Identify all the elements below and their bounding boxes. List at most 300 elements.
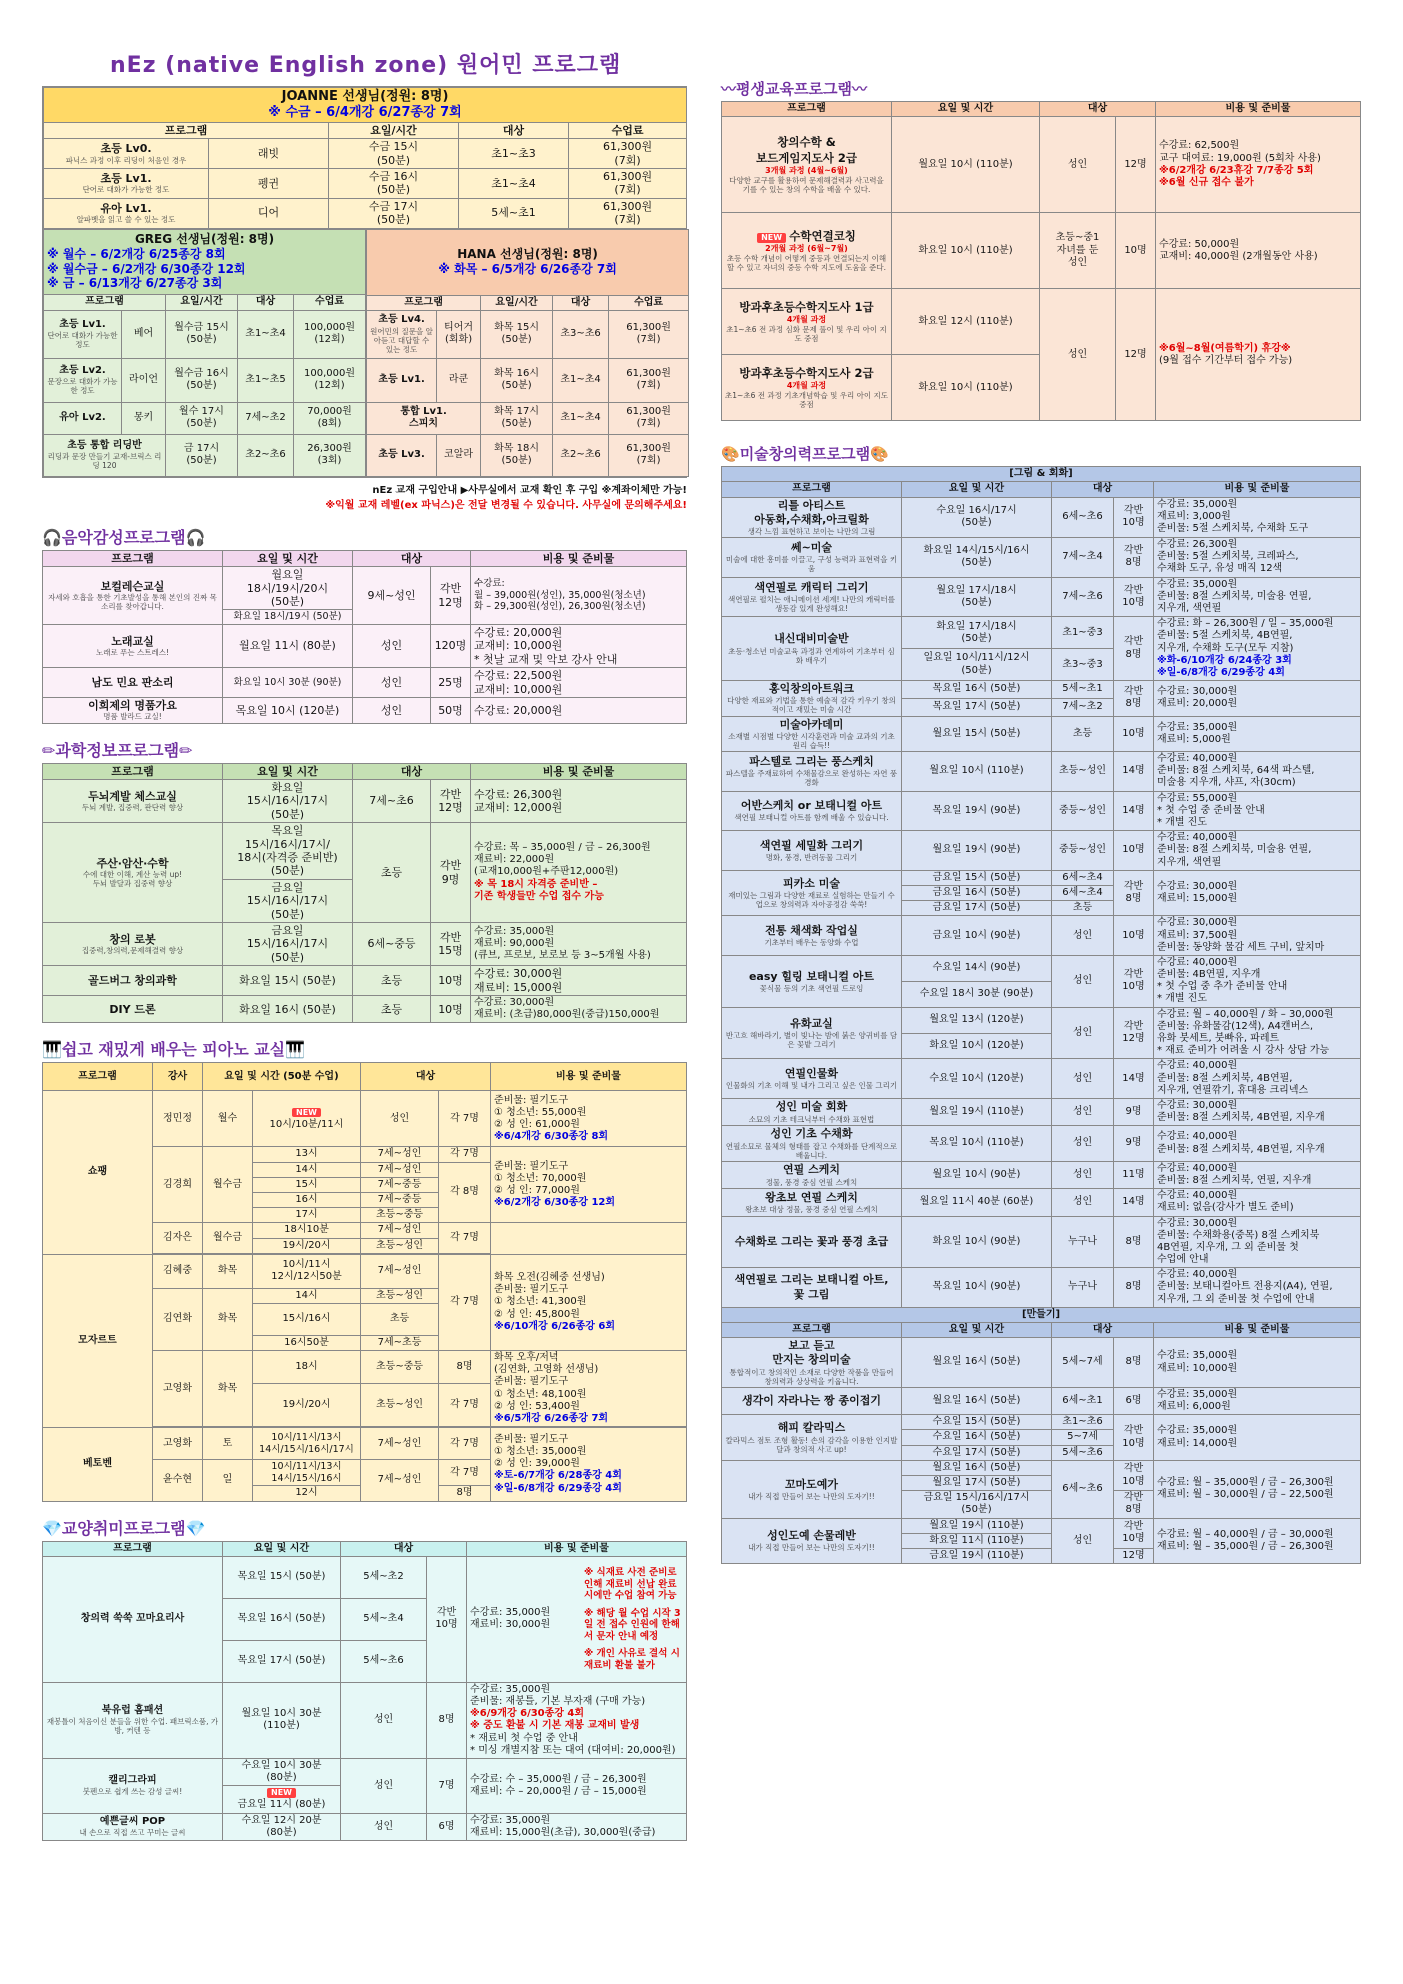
lifelong-table (721, 101, 1361, 421)
table-row (43, 779, 687, 822)
col-header: 수업료 (569, 122, 687, 138)
capacity-cell: 10명 (1116, 213, 1156, 289)
time-cell: 16시50분 (253, 1335, 361, 1350)
col-header: 대상 (238, 294, 294, 310)
capacity-cell: 8명 (427, 1682, 467, 1758)
time-cell: 월수 17시 (50분) (166, 402, 238, 434)
teacher-name: 김경희 (153, 1147, 203, 1223)
target-cell: 7세~성인 (361, 1162, 439, 1177)
target-cell: 초2~초6 (238, 434, 294, 476)
target-cell: 5세~초6 (1052, 1445, 1114, 1460)
table-row (722, 289, 1361, 355)
target-cell: 6세~초1 (1052, 1387, 1114, 1414)
time-cell: 금요일 10시 (90분) (902, 916, 1052, 956)
capacity-cell: 각반 12명 (431, 779, 471, 822)
table-row (44, 434, 366, 476)
col-header: 요일 및 시간 (902, 482, 1052, 497)
table-row (43, 697, 687, 723)
table-row (43, 823, 687, 880)
capacity-cell: 각 7명 (439, 1147, 491, 1162)
program-name: 예쁜글씨 POP (99, 1816, 166, 1828)
cost-cell: 수강료: 35,000원 재료비: 10,000원 (1157, 1350, 1238, 1374)
new-badge: NEW (292, 1108, 321, 1118)
capacity-cell: 120명 (431, 624, 471, 667)
time-cell: 화요일 10시 30분 (90분) (223, 668, 353, 698)
program-desc: 내 손으로 직접 쓰고 꾸미는 글씨 (79, 1828, 186, 1838)
time-cell: 수요일 14시 (90분) (902, 955, 1052, 981)
time-cell: 수금 17시 (50분) (329, 198, 459, 228)
capacity-cell: 8명 (1114, 1216, 1154, 1268)
table-row (367, 310, 689, 358)
col-header: 대상 (1040, 102, 1156, 117)
col-header: 비용 및 준비물 (467, 1541, 687, 1556)
table-row (722, 681, 1361, 699)
table-row (43, 624, 687, 667)
time-cell: 화요일 15시 (50분) (223, 966, 353, 996)
capacity-cell: 12명 (1116, 117, 1156, 213)
class-name: 펭귄 (209, 168, 329, 198)
program-desc: 내가 직접 만들어 보는 나만의 도자기!! (748, 1491, 875, 1501)
target-cell: 성인 (1052, 1189, 1114, 1216)
program-desc: 다양한 재료와 기법을 통한 예술적 감각 키우기 창의적이고 재밌는 미술 시간 (727, 696, 896, 715)
program-name: 피카소 미술 (783, 876, 840, 890)
col-header: 대상 (353, 763, 471, 779)
capacity-cell: 12명 (1114, 1548, 1154, 1563)
target-cell: 9세~성인 (353, 567, 431, 625)
new-badge: NEW (757, 233, 786, 243)
table-row (722, 213, 1361, 289)
target-cell: 성인 (353, 668, 431, 698)
cost-cell: 수강료: 40,000원 준비물: 8절 스케치북, 4B연필, 지우개 (1157, 1131, 1325, 1155)
cost-cell: 수강료: 월 – 35,000원 / 금 – 26,300원 재료비: 월 – 30,000원 / 금 – 22,500원 (1157, 1477, 1334, 1501)
target-cell: 초등~중등 (361, 1351, 439, 1384)
program-desc: 내가 직접 만들어 보는 나만의 도자기!! (748, 1543, 875, 1553)
time-cell: 월요일 10시 (110분) (902, 752, 1052, 792)
program-name: easy 힐링 보태니컬 아트 (748, 969, 875, 983)
table-row (722, 538, 1361, 578)
section-title: 평생교육프로그램 (736, 80, 852, 98)
program-name: 초등 Lv1. (378, 374, 425, 386)
col-header: 비용 및 준비물 (471, 550, 687, 566)
teacher-name: 김연화 (153, 1288, 203, 1350)
day-cell: 월수금 (203, 1147, 253, 1223)
time-cell: 수요일 12시 20분 (80분) (223, 1813, 341, 1840)
target-cell: 7세~중등 (361, 1177, 439, 1192)
cost-cell: 수강료: 30,000원 준비물: 8절 스케치북, 4B연필, 지우개 (1157, 1099, 1325, 1124)
time-cell: 수요일 16시/17시 (50분) (902, 497, 1052, 538)
fee-cell: 61,300원 (7회) (609, 358, 689, 402)
cost-cell: 수강료: 30,000원 재료비: 37,500원 준비물: 동양화 물감 세트 구비, 앞치마 (1157, 917, 1325, 953)
program-desc: 기초부터 배우는 동양화 수업 (764, 938, 859, 948)
capacity-cell: 10명 (431, 996, 471, 1023)
program-period: 4개월 과정 (786, 315, 827, 325)
capacity-cell: 14명 (1114, 752, 1154, 792)
time-cell: 화요일 10시 (90분) (902, 1216, 1052, 1268)
col-header: 비용 및 준비물 (1156, 102, 1361, 117)
table-row (722, 716, 1361, 751)
piano-section (42, 1037, 687, 1501)
note-text: * 재료비 첫 수업 중 안내 * 미싱 개별지참 또는 대여 (대여비: 20,000원) (470, 1732, 676, 1756)
target-cell: 7세~성인 (361, 1428, 439, 1460)
time-cell: 월요일 19시 (110분) (902, 1518, 1052, 1533)
program-desc: 집중력,창의력,문제해결력 향상 (81, 946, 184, 956)
target-cell: 성인 (1052, 1098, 1114, 1125)
capacity-cell: 14명 (1114, 1189, 1154, 1216)
target-cell: 6세~초4 (1052, 885, 1114, 900)
program-desc: 알파벳을 읽고 쓸 수 있는 정도 (76, 215, 176, 225)
time-cell: 목요일 19시 (90분) (902, 791, 1052, 831)
program-name: 홍익창의아트워크 (768, 682, 854, 696)
time-cell: 13시 (253, 1147, 361, 1162)
program-desc: 정물, 풍경 중심 연필 스케치 (765, 1177, 858, 1187)
table-row (367, 402, 689, 434)
target-cell: 5~7세 (1052, 1430, 1114, 1445)
culture-section (42, 1516, 687, 1841)
program-name: 창의 로봇 (109, 932, 156, 946)
program-name: 쎄~미술 (790, 541, 833, 555)
target-cell: 초등 (1052, 901, 1114, 916)
program-desc: 원어민의 질문을 알아듣고 대답할 수 있는 정도 (370, 326, 433, 354)
hana-note: ※ 화목 – 6/5개강 6/26종강 7회 (438, 262, 617, 277)
teacher-name: 정민정 (153, 1091, 203, 1147)
cost-cell: 수강료: 40,000원 준비물: 4B연필, 지우개 * 첫 수업 중 추가 준비물 안내 * 개별 진도 (1157, 956, 1288, 1005)
target-cell: 6세~초6 (1052, 1460, 1114, 1518)
target-cell: 초1~중3 (1052, 617, 1114, 649)
section-title: 쉽고 재밌게 배우는 피아노 교실 (61, 1040, 286, 1060)
col-header: 대상 (459, 122, 569, 138)
time-cell: 월요일 10시 30분 (110분) (223, 1682, 341, 1758)
fee-cell: 70,000원 (8회) (294, 402, 366, 434)
col-header: 비용 및 준비물 (471, 763, 687, 779)
time-cell: 화요일 17시/18시 (50분) (902, 617, 1052, 649)
time-cell: 목요일 15시/16시/17시/ 18시(자격증 준비반) (50분) (223, 823, 353, 880)
time-cell: 수금 16시 (50분) (329, 168, 459, 198)
class-name: 코알라 (437, 434, 481, 476)
fee-cell: 100,000원 (12회) (294, 310, 366, 358)
cost-cell: 수강료: 35,000원 준비물: 재봉틀, 기본 부자재 (구매 가능) (470, 1683, 646, 1707)
time-cell: 금 17시 (50분) (166, 434, 238, 476)
table-row (43, 996, 687, 1023)
program-name: 내신대비미술반 (774, 632, 849, 646)
program-name: 수학연결코칭 (789, 229, 856, 244)
cost-cell: 화목 오후/저녁 (김연화, 고영화 선생님) 준비물: 필기도구 ① 청소년: 48,100원 ② 성 인: 53,400원 (494, 1352, 599, 1412)
greg-note: ※ 월수금 – 6/2개강 6/30종강 12회 (47, 261, 246, 276)
time-cell: 월요일 10시 (110분) (892, 117, 1040, 213)
schedule-note: ※6/5개강 6/26종강 7회 (494, 1413, 609, 1425)
teacher-name: 윤수현 (153, 1460, 203, 1501)
target-cell: 초3~중3 (1052, 649, 1114, 681)
capacity-cell: 8명 (439, 1486, 491, 1501)
col-header: 요일/시간 (481, 295, 553, 310)
table-row (722, 1338, 1361, 1388)
program-desc: 반고흐 해바라기, 별이 빛나는 밤에 붉은 양귀비를 담은 꽃밭 그리기 (725, 1030, 898, 1050)
fee-cell: 61,300원 (7회) (609, 434, 689, 476)
col-header: 대상 (553, 295, 609, 310)
program-name: 방과후초등수학지도사 2급 (739, 366, 874, 381)
target-cell: 성인 (1052, 1161, 1114, 1188)
table-row (722, 831, 1361, 871)
class-name: 래빗 (209, 139, 329, 169)
target-cell: 초등 (353, 966, 431, 996)
time-cell: 15시/16시 (253, 1303, 361, 1335)
table-row (43, 923, 687, 966)
capacity-cell: 각반 10명 (427, 1556, 467, 1682)
table-row (722, 1189, 1361, 1216)
cost-cell: 수강료: 35,000원 재료비: 15,000원(초급), 30,000원(중급) (467, 1813, 687, 1840)
cost-cell: 수강료: 40,000원 준비물: 8절 스케치북, 미술용 연필, 지우개, 색연필 (1157, 832, 1312, 868)
target-cell: 성인 (353, 624, 431, 667)
capacity-cell: 25명 (431, 668, 471, 698)
time-cell: 17시 (253, 1208, 361, 1223)
teacher-name: 고영화 (153, 1351, 203, 1427)
time-cell: 목요일 10시 (90분) (902, 1268, 1052, 1308)
section-title: 교양취미프로그램 (61, 1518, 186, 1538)
table-row (722, 117, 1361, 213)
table-row (43, 1428, 687, 1460)
cost-cell: 화목 오전(김혜중 선생님) 준비물: 필기도구 ① 청소년: 41,300원 ② 성 인: 45,800원 (494, 1271, 605, 1320)
headphones-icon: 🎧 (42, 527, 62, 547)
ribbon-icon: 〰 (721, 80, 737, 98)
capacity-cell: 각 7명 (439, 1091, 491, 1147)
cost-cell: 수강료: 26,300원 교재비: 12,000원 (471, 779, 687, 822)
capacity-cell: 각반 10명 (1114, 577, 1154, 617)
subsection-header: [만들기] (722, 1307, 1361, 1322)
program-name: 초등 통합 리딩반 (67, 440, 142, 452)
target-cell: 7세~초4 (1052, 538, 1114, 578)
cost-cell: 수강료: 35,000원 재료비: 14,000원 (1157, 1425, 1238, 1449)
program-desc: 연필소묘로 물체의 형태를 잡고 수채화를 단계적으로 배웁니다. (725, 1141, 898, 1160)
table-row (43, 1556, 687, 1598)
notice-text: ※ 목 18시 자격증 준비반 – 기존 학생들만 수업 접수 가능 (474, 878, 604, 902)
program-name: 북유럽 홈패션 (101, 1705, 164, 1717)
col-header: 대상 (1052, 1323, 1154, 1338)
capacity-cell: 각반 8명 (1114, 681, 1154, 716)
schedule-note: ※토-6/7개강 6/28종강 4회 ※일-6/8개강 6/29종강 4회 (494, 1470, 622, 1494)
table-row (367, 358, 689, 402)
time-cell: 월요일 11시 (80분) (223, 624, 353, 667)
schedule-note: ※화-6/10개강 6/24종강 3회 ※일-6/8개강 6/29종강 4회 (1157, 654, 1292, 678)
time-cell: 화요일 10시 (110분) (892, 355, 1040, 421)
target-cell: 누구나 (1052, 1216, 1114, 1268)
capacity-cell: 8명 (1114, 1268, 1154, 1308)
time-cell: 화요일 10시 (120분) (902, 1033, 1052, 1059)
time-cell: 화요일 11시 (110분) (902, 1533, 1052, 1548)
capacity-cell: 10명 (1114, 831, 1154, 871)
target-cell: 초등~성인 (1052, 752, 1114, 792)
cost-cell: 수강료: 30,000원 재료비: 15,000원 (471, 966, 687, 996)
time-cell: 19시/20시 (253, 1383, 361, 1427)
table-row (44, 139, 687, 169)
cost-cell: 수강료: 20,000원 교재비: 10,000원 * 첫날 교재 및 악보 강사 안내 (471, 624, 687, 667)
program-desc: 생각 느낌 표현하고 보이는 나만의 그림 (747, 526, 876, 536)
time-cell: 화목 17시 (50분) (481, 402, 553, 434)
capacity-cell: 각반 8명 (1114, 617, 1154, 681)
program-name: 왕초보 연필 스케치 (765, 1190, 858, 1204)
program-desc: 꽃식물 등의 기초 색연필 드로잉 (759, 983, 864, 993)
program-desc: 색연필 보태니컬 아트를 함께 배울 수 있습니다. (734, 813, 889, 823)
capacity-cell: 6명 (427, 1813, 467, 1840)
capacity-cell: 각 7명 (439, 1223, 491, 1253)
target-cell: 7세~초2 (1052, 698, 1114, 716)
col-header: 프로그램 (722, 482, 902, 497)
target-cell: 7세~초등 (361, 1335, 439, 1350)
col-header: 강사 (153, 1063, 203, 1091)
time-cell: 화목 15시 (50분) (481, 310, 553, 358)
target-cell: 5세~7세 (1052, 1338, 1114, 1388)
cost-cell: 수강료: 월 – 40,000원 / 화 – 30,000원 준비물: 유화물감(12색), A4캔버스, 유화 붓세트, 붓빠유, 파레트 * 재료 준비가 어려울 시 강사 상담 가능 (1157, 1008, 1334, 1057)
program-name: 주산·암산·수학 (96, 856, 169, 870)
notice-text: ※6/2개강 6/23휴강 7/7종강 5회 ※6월 신규 접수 불가 (1159, 164, 1314, 188)
program-name: 전통 채색화 작업실 (765, 923, 858, 937)
capacity-cell: 8명 (1114, 1338, 1154, 1388)
time-cell: 월요일 19시 (90분) (902, 831, 1052, 871)
program-name: 보컬레슨교실 (100, 579, 165, 593)
program-name: 보고 듣고 만지는 창의미술 (772, 1339, 851, 1367)
cost-cell: 수강료: 35,000원 재료비: 3,000원 준비물: 5절 스케치북, 수채화 도구 (1157, 499, 1309, 535)
target-cell: 성인 (1052, 1126, 1114, 1161)
col-header: 요일 및 시간 (223, 763, 353, 779)
capacity-cell: 10명 (1114, 716, 1154, 751)
col-header: 프로그램 (44, 122, 329, 138)
target-cell: 7세~성인 (361, 1223, 439, 1238)
col-header: 프로그램 (367, 295, 481, 310)
target-cell: 성인 (361, 1091, 439, 1147)
capacity-cell: 각 7명 (439, 1254, 491, 1350)
time-cell: 월요일 16시 (50분) (902, 1338, 1052, 1388)
capacity-cell: 각반 8명 (1114, 1491, 1154, 1518)
target-cell: 성인 (341, 1682, 427, 1758)
pencil-icon: ✏ (42, 740, 56, 760)
program-name: 해피 칼라믹스 (777, 1421, 846, 1435)
col-header: 대상 (353, 550, 471, 566)
program-name: 연필인물화 (784, 1067, 839, 1080)
time-cell: 목요일 10시 (110분) (902, 1126, 1052, 1161)
table-row (722, 497, 1361, 538)
piano-icon: 🎹 (285, 1040, 306, 1060)
target-cell: 성인 (1052, 1059, 1114, 1099)
table-row (722, 791, 1361, 831)
table-row (722, 1098, 1361, 1125)
target-cell: 초등~중등 (361, 1208, 439, 1223)
cost-cell: 수강료: 62,500원 교구 대여료: 19,000원 (5회차 사용) (1159, 140, 1321, 164)
time-cell: 14시 (253, 1162, 361, 1177)
pencil-icon: ✏ (179, 740, 193, 760)
time-cell: 화요일 18시/19시 (50분) (223, 610, 353, 625)
program-desc: 명품 발라드 교실! (103, 712, 162, 722)
capacity-cell: 각반 10명 (1114, 1460, 1154, 1490)
capacity-cell: 각반 12명 (431, 567, 471, 625)
time-cell: 수요일 17시 (50분) (902, 1445, 1052, 1460)
col-header: 프로그램 (43, 1063, 153, 1091)
book-warning: ※익월 교재 레벨(ex 파닉스)은 전달 변경될 수 있습니다. 사무실에 문의해주세요! (325, 499, 687, 511)
time-cell: 화목 16시 (50분) (481, 358, 553, 402)
table-row (43, 668, 687, 698)
capacity-cell: 각 7명 (439, 1460, 491, 1486)
program-name: 이희제의 명품가요 (88, 698, 177, 712)
fee-cell: 100,000원 (12회) (294, 358, 366, 402)
program-desc: 파닉스 과정 이후 리딩이 처음인 경우 (65, 155, 187, 165)
program-name: 유아 Lv1. (100, 201, 152, 215)
time-cell: 월요일 16시 (50분) (902, 1460, 1052, 1475)
program-desc: 인물화의 기초 이해 및 내가 그리고 싶은 인물 그리기 (725, 1081, 898, 1091)
capacity-cell: 50명 (431, 697, 471, 723)
program-period: 3개월 과정 (4월~6월) (765, 165, 848, 175)
day-cell: 일 (203, 1460, 253, 1501)
fee-cell: 61,300원 (7회) (569, 198, 687, 228)
target-cell: 성인 (1052, 1518, 1114, 1564)
col-header: 프로그램 (43, 550, 223, 566)
cost-cell: 수강료: 30,000원 재료비: 15,000원 (1157, 880, 1238, 905)
capacity-cell: 각반 10명 (1114, 955, 1154, 1007)
table-row (44, 310, 366, 358)
capacity-cell: 각반 10명 (1114, 1415, 1154, 1461)
cost-cell: 수강료: 30,000원 재료비: (초급)80,000원(중급)150,000원 (471, 996, 687, 1023)
program-desc: 명화, 풍경, 반려동물 그리기 (765, 853, 858, 862)
program-period: 4개월 과정 (786, 381, 827, 391)
program-name: 베토벤 (83, 1458, 112, 1470)
capacity-cell: 각반 8명 (1114, 870, 1154, 916)
cost-cell: 수강료: 40,000원 재료비: 없음(강사가 별도 준비) (1157, 1190, 1294, 1214)
table-row (43, 966, 687, 996)
col-header: 비용 및 준비물 (1154, 1323, 1361, 1338)
capacity-cell: 각반 8명 (1114, 538, 1154, 578)
program-name: 파스텔로 그리는 풍스케치 (749, 755, 874, 769)
target-cell: 7세~중등 (361, 1192, 439, 1207)
capacity-cell: 10명 (431, 966, 471, 996)
time-cell: 월요일 13시 (120분) (902, 1007, 1052, 1033)
time-cell: 금요일 16시 (50분) (902, 885, 1052, 900)
art-section (721, 443, 1361, 1564)
target-cell: 5세~초1 (459, 198, 569, 228)
capacity-cell: 각반 12명 (1114, 1007, 1154, 1059)
program-desc: 붓펜으로 쉽게 쓰는 감성 글씨! (82, 1787, 183, 1797)
palette-icon: 🎨 (870, 445, 889, 464)
notice-text: ※6/9개강 6/30종강 4회 ※ 중도 환불 시 기본 재봉 교재비 발생 (470, 1708, 640, 1732)
col-header: 프로그램 (722, 102, 892, 117)
time-cell: 수요일 10시 30분 (80분) (223, 1758, 341, 1785)
time-cell: 월요일 11시 40분 (60분) (902, 1189, 1052, 1216)
greg-note: ※ 금 – 6/13개강 6/27종강 3회 (47, 276, 223, 291)
time-cell: 화요일 10시 (110분) (892, 213, 1040, 289)
diamond-icon: 💎 (42, 1518, 62, 1538)
table-row (722, 1518, 1361, 1533)
time-cell: 월요일 17시 (50분) (902, 1476, 1052, 1491)
target-cell: 성인 (341, 1758, 427, 1813)
cost-cell: 수강료: 30,000원 재료비: 20,000원 (1157, 686, 1238, 710)
book-notice: nEz 교재 구입안내 ▶사무실에서 교재 확인 후 구입 ※계좌이체만 가능! (372, 484, 687, 496)
col-header: 요일 및 시간 (892, 102, 1040, 117)
time-cell: 월요일 10시 (90분) (902, 1161, 1052, 1188)
cost-cell: 수강료: 55,000원 * 첫 수업 중 준비물 안내 * 개별 진도 (1157, 792, 1265, 829)
cost-cell: 준비물: 필기도구 ① 청소년: 35,000원 ② 성 인: 39,000원 (494, 1433, 587, 1470)
time-cell: 화요일 15시/16시/17시 (50분) (223, 779, 353, 822)
teacher-name: 김자은 (153, 1223, 203, 1253)
col-header: 대상 (341, 1541, 467, 1556)
table-row (44, 168, 687, 198)
col-header: 요일/시간 (166, 294, 238, 310)
cost-cell: 수강료: 35,000원 재료비: 90,000원 (큐브, 프로보, 보로보 등 3~5개월 사용) (471, 923, 687, 966)
day-cell: 화목 (203, 1351, 253, 1427)
day-cell: 화목 (203, 1288, 253, 1350)
table-row (722, 1161, 1361, 1188)
time-cell: 화요일 16시 (50분) (223, 996, 353, 1023)
program-name: 노래교실 (111, 634, 154, 648)
cost-cell: 수강료: 35,000원 준비물: 8절 스케치북, 미술용 연필, 지우개, 색연필 (1157, 578, 1312, 615)
table-row (722, 617, 1361, 649)
table-row (43, 1758, 687, 1785)
capacity-cell: 각 7명 (439, 1428, 491, 1460)
cost-cell: 수강료: 35,000원 재료비: 30,000원 (470, 1607, 551, 1631)
